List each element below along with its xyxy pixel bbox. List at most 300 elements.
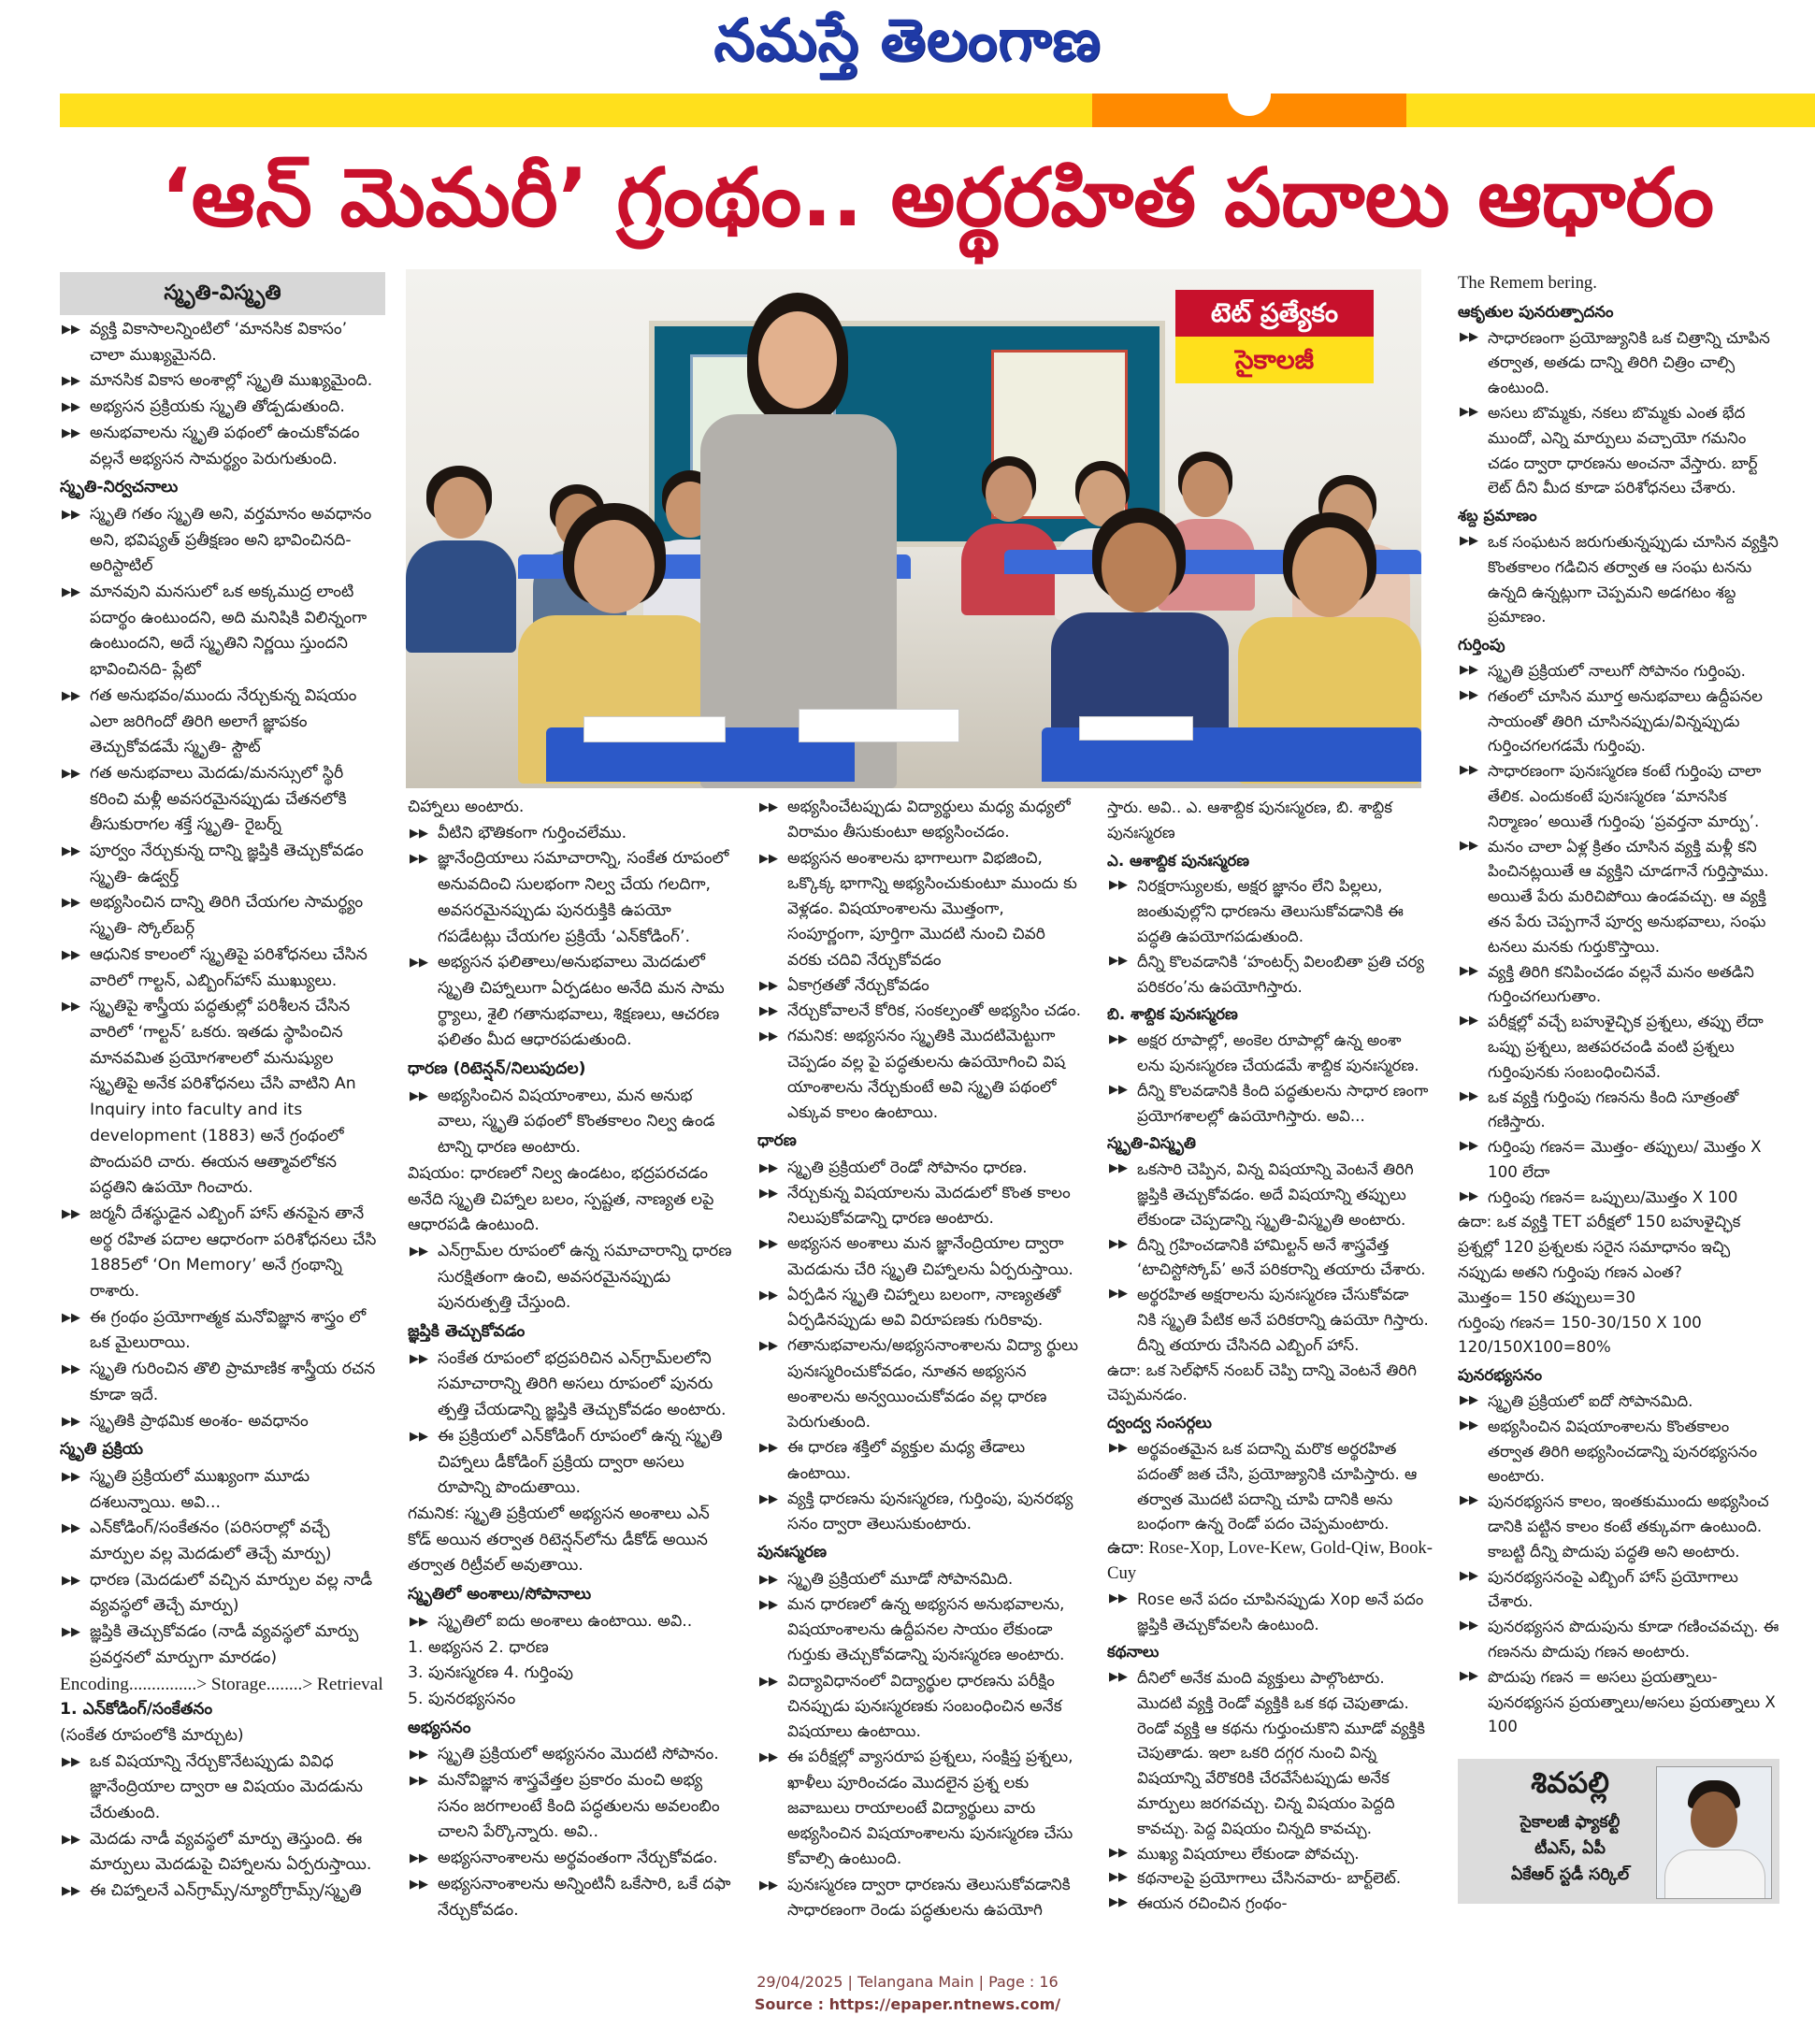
bullet-arrow-icon: ▶▶ bbox=[1109, 1161, 1128, 1176]
bullet-text: అర్థరహిత అక్షరాలను పునఃస్మరణ చేసుకోవడా నికి స్మృతి పేటిక అనే పరికరాన్ని ఉపయో గిస్తారు. దీన్ని తయారు చేసినది ఎబ్బింగ్ హాస్. bbox=[1137, 1285, 1429, 1354]
subheading: శబ్ద ప్రమాణం bbox=[1458, 506, 1537, 525]
bullet-text: గమనిక: అభ్యసనం స్మృతికి మొదటిమెట్టుగా చెప్పడం వల్ల పై పద్ధతులను ఉపయోగించి విష యాంశాలను నేర్చుకుంటే అవి స్మృతి పథంలో ఎక్కువ కాలం ఉంటాయి. bbox=[787, 1027, 1066, 1122]
bullet-text: జ్ఞప్తికి తెచ్చుకోవడం (నాడీ వ్యవస్థలో మార్పు ప్రవర్తనలో మార్పుగా మారడం) bbox=[90, 1622, 359, 1667]
bullet-text: గుర్తింపు గణన= ఒప్పులు/మొత్తం X 100 bbox=[1488, 1187, 1738, 1206]
bullet-text: పునరభ్యసన కాలం, ఇంతకుముందు అభ్యసించ డానికి పట్టిన కాలం కంటే తక్కువగా ఉంటుంది. కాబట్టి దీన్ని పొదుపు పద్ధతి అని అంటారు. bbox=[1488, 1491, 1769, 1561]
bullet-arrow-icon: ▶▶ bbox=[1109, 1670, 1128, 1685]
bullet-text: విద్యావిధానంలో విద్యార్థుల ధారణను పరీక్షిం చినప్పుడు పునఃస్మరణకు సంబంధించిన అనేక విషయాలు ఉంటాయి. bbox=[787, 1671, 1062, 1741]
bullet-paragraph bbox=[1458, 1085, 1779, 1135]
bullet-text: అభ్యసన అంశాలు మన జ్ఞానేంద్రియాల ద్వారా మెదడును చేరి స్మృతి చిహ్నాలను ఏర్పరుస్తాయి. bbox=[787, 1234, 1073, 1279]
subheading: పునరభ్యసనం bbox=[1458, 1365, 1543, 1385]
bullet-paragraph bbox=[757, 1873, 1083, 1924]
bullet-text: దీన్ని కొలవడానికి కింది పద్ధతులను సాధార ణంగా ప్రయోగశాలల్లో ఉపయోగిస్తారు. అవి... bbox=[1137, 1080, 1429, 1125]
bullet-paragraph bbox=[60, 1878, 385, 1905]
bullet-paragraph bbox=[1107, 1028, 1433, 1078]
text-paragraph: (సంకేత రూపంలోకి మార్చుట) bbox=[60, 1725, 244, 1745]
tag-psychology: సైకాలజీ bbox=[1175, 337, 1374, 383]
bullet-arrow-icon: ▶▶ bbox=[410, 956, 428, 971]
text-paragraph: 3. పునఃస్మరణ 4. గుర్తింపు bbox=[408, 1663, 573, 1683]
bullet-text: సంకేత రూపంలో భద్రపరిచిన ఎన్‌గ్రామ్‌లలోని సమాచారాన్ని తిరిగి అసలు రూపంలో పునరు త్పత్తి చేయడాన్ని జ్ఞప్తికి తెచ్చుకోవడం అంటారు. bbox=[438, 1348, 727, 1420]
bullet-paragraph bbox=[757, 1745, 1083, 1872]
text-paragraph: 1. అభ్యసన 2. ధారణ bbox=[408, 1637, 549, 1657]
bullet-arrow-icon: ▶▶ bbox=[759, 1186, 778, 1201]
bullet-arrow-icon: ▶▶ bbox=[62, 1625, 80, 1640]
bullet-arrow-icon: ▶▶ bbox=[62, 1000, 80, 1015]
bullet-paragraph bbox=[757, 1231, 1083, 1283]
bullet-text: ఒక సంఘటన జరుగుతున్నప్పుడు చూసిన వ్యక్తిని కొంతకాలం గడిచిన తర్వాత ఆ సంఘ టనను ఉన్నది ఉన్నట్లుగా చెప్పమని అడగటం శబ్ద ప్రమాణం. bbox=[1488, 531, 1779, 626]
bullet-text: దీనిలో అనేక మంది వ్యక్తులు పాల్గొంటారు. మొదటి వ్యక్తి రెండో వ్యక్తికి ఒక కథ చెపుతాడు. రెండో వ్యక్తి ఆ కథను గుర్తుంచుకొని మూడో వ్యక్తికి చెపుతాడు. ఇలా ఒకరి దగ్గర నుంచి విన్న విషయాన్ని వేరొకరికి చేరవేసేటప్పుడు అనేక మార్పులు జరగవచ్చు. చిన్న విషయం పెద్దది కావచ్చు. పెద్ద విషయం చిన్నది కావచ్చు. bbox=[1137, 1668, 1425, 1837]
bullet-text: స్మృతిలో ఐదు అంశాలు ఉంటాయి. అవి.. bbox=[438, 1611, 693, 1631]
bullet-text: మానవుని మనసులో ఒక అక్కముద్ర లాంటి పదార్థం ఉంటుందని, అది మనిషికి విలిన్నంగా ఉంటుందని, అదే స్మృతిని నిర్ణయి స్తుందని భావించినది- ప్లేటో bbox=[90, 583, 367, 680]
bullet-text: వీటిని భౌతికంగా గుర్తించలేము. bbox=[438, 823, 627, 842]
subheading: గుర్తింపు bbox=[1458, 635, 1505, 655]
bullet-paragraph bbox=[1107, 949, 1433, 1000]
bullet-arrow-icon: ▶▶ bbox=[759, 1441, 778, 1456]
bullet-arrow-icon: ▶▶ bbox=[1109, 953, 1128, 968]
bullet-arrow-icon: ▶▶ bbox=[62, 374, 80, 389]
subheading: ధారణ bbox=[757, 1131, 797, 1151]
bullet-paragraph bbox=[408, 1742, 733, 1768]
bullet-paragraph bbox=[60, 317, 385, 368]
bullet-arrow-icon: ▶▶ bbox=[759, 1160, 778, 1175]
bullet-text: మానసిక వికాస అంశాల్లో స్మృతి ముఖ్యమైంది. bbox=[90, 371, 373, 391]
bullet-text: అక్షర రూపాల్లో, అంకెల రూపాల్లో ఉన్న అంశా లను పునఃస్మరణ చేయడమే శాబ్దిక పునఃస్మరణ. bbox=[1137, 1030, 1419, 1074]
bullet-text: ఒక వ్యక్తి గుర్తింపు గణనను కింది సూత్రంతో గణిస్తారు. bbox=[1488, 1087, 1739, 1131]
author-photo bbox=[1656, 1766, 1772, 1899]
author-role-line: ఏకేఆర్ స్టడీ సర్కిల్ bbox=[1510, 1865, 1630, 1884]
bullet-paragraph bbox=[60, 395, 385, 421]
subheading: బి. శాబ్దిక పునఃస్మరణ bbox=[1107, 1004, 1238, 1024]
bullet-paragraph bbox=[1458, 834, 1779, 959]
bullet-text: స్మృతికి ప్రాథమిక అంశం- అవధానం bbox=[90, 1411, 309, 1431]
bullet-text: ఈ ప్రక్రియలో ఎన్‌కోడింగ్ రూపంలో ఉన్న స్మృతి చిహ్నాలు డీకోడింగ్ ప్రక్రియ ద్వారా అసలు రూపాన్ని పొందుతాయి. bbox=[438, 1426, 723, 1498]
bullet-arrow-icon: ▶▶ bbox=[759, 1237, 778, 1252]
bullet-paragraph bbox=[408, 1346, 733, 1424]
bullet-arrow-icon: ▶▶ bbox=[1460, 533, 1478, 548]
bullet-arrow-icon: ▶▶ bbox=[62, 323, 80, 337]
bullet-paragraph bbox=[757, 1592, 1083, 1669]
bullet-text: వ్యక్తి తిరిగి కనిపించడం వల్లనే మనం అతడిని గుర్తించగలుగుతాం. bbox=[1488, 961, 1754, 1006]
bullet-paragraph bbox=[60, 994, 385, 1202]
bullet-paragraph bbox=[1458, 758, 1779, 833]
bullet-arrow-icon: ▶▶ bbox=[62, 1206, 80, 1221]
bullet-arrow-icon: ▶▶ bbox=[759, 1674, 778, 1689]
bullet-text: అభ్యసనాంశాలను అన్నింటినీ ఒకేసారి, ఒకే దఫా నేర్చుకోవడం. bbox=[438, 1874, 731, 1920]
bullet-arrow-icon: ▶▶ bbox=[410, 1088, 428, 1103]
bullet-text: గతంలో చూసిన మూర్త అనుభవాలు ఉద్దీపనల సాయంతో తిరిగి చూసినప్పుడు/విన్నప్పుడు గుర్తించగలగడమే గుర్తింపు. bbox=[1488, 685, 1763, 756]
bullet-arrow-icon: ▶▶ bbox=[1109, 1845, 1128, 1860]
bullet-arrow-icon: ▶▶ bbox=[759, 1572, 778, 1587]
bullet-paragraph bbox=[1458, 400, 1779, 500]
text-paragraph: గమనిక: స్మృతి ప్రక్రియలో అభ్యసన అంశాలు ఎన్ కోడ్ అయిన తర్వాత రిటెన్షన్‌లోను డీకోడ్ అయిన తర్వాత రిట్రీవల్ అవుతాయి. bbox=[408, 1504, 710, 1576]
bullet-paragraph bbox=[1458, 1414, 1779, 1489]
bullet-text: అభ్యసించిన విషయాంశాలు, మన అనుభ వాలు, స్మృతి పథంలో కొంతకాలం నిల్వ ఉండ టాన్ని ధారణ అంటారు. bbox=[438, 1086, 715, 1158]
bullet-paragraph bbox=[60, 1619, 385, 1671]
bullet-text: స్మృతి ప్రక్రియలో నాలుగో సోపానం గుర్తింపు. bbox=[1488, 660, 1746, 680]
bullet-arrow-icon: ▶▶ bbox=[62, 766, 80, 781]
bullet-arrow-icon: ▶▶ bbox=[1109, 1082, 1128, 1097]
footer-date-line: 29/04/2025 | Telangana Main | Page : 16 bbox=[756, 1973, 1059, 1991]
bullet-text: ఒక విషయాన్ని నేర్చుకొనేటప్పుడు వివిధ జ్ఞానేంద్రియాల ద్వారా ఆ విషయం మెదడును చేరుతుంది. bbox=[90, 1751, 363, 1823]
bullet-text: మెదడు నాడీ వ్యవస్థలో మార్పు తెస్తుంది. ఈ మార్పులు మెదడుపై చిహ్నాలను ఏర్పరుస్తాయి. bbox=[90, 1829, 372, 1875]
bullet-arrow-icon: ▶▶ bbox=[410, 1351, 428, 1366]
bullet-text: అభ్యసించిన విషయాంశాలను కొంతకాలం తర్వాత తిరిగి అభ్యసించడాన్ని పునరభ్యసనం అంటారు. bbox=[1488, 1416, 1758, 1486]
subheading: అభ్యసనం bbox=[408, 1718, 471, 1737]
bullet-paragraph bbox=[408, 1084, 733, 1161]
special-tag bbox=[1175, 290, 1374, 383]
english-text: The Remem bering. bbox=[1458, 273, 1597, 293]
column-3 bbox=[757, 795, 1083, 1923]
bullet-text: అసలు బొమ్మకు, నకలు బొమ్మకు ఎంత భేద ముందో, ఎన్ని మార్పులు వచ్చాయో గమనిం చడం ద్వారా ధారణను అంచనా వేస్తారు. బార్ట్ లెట్ దీని మీద కూడా పరిశోధనలు చేశారు. bbox=[1488, 402, 1758, 497]
bullet-arrow-icon: ▶▶ bbox=[759, 851, 778, 866]
bullet-text: అనుభవాలను స్మృతి పథంలో ఉంచుకోవడం వల్లనే అభ్యసన సామర్థ్యం పెరుగుతుంది. bbox=[90, 423, 360, 468]
column-4 bbox=[1107, 795, 1433, 1916]
bullet-paragraph bbox=[408, 1768, 733, 1846]
bullet-text: ఈ పరీక్షల్లో వ్యాసరూప ప్రశ్నలు, సంక్షిప్త ప్రశ్నలు, ఖాళీలు పూరించడం మొదలైన ప్రశ్న లకు జవాబులు రాయాలంటే విద్యార్థులు వారు అభ్యసించిన విషయాంశాలను పునఃస్మరణ చేసు కోవాల్సి ఉంటుంది. bbox=[787, 1748, 1073, 1869]
bullet-arrow-icon: ▶▶ bbox=[1460, 1418, 1478, 1432]
bullet-text: కథనాలపై ప్రయోగాలు చేసినవారు- బార్ట్‌లెట్. bbox=[1137, 1868, 1402, 1888]
numbered-heading: 1. ఎన్‌కోడింగ్/సంకేతనం bbox=[60, 1700, 213, 1720]
bullet-arrow-icon: ▶▶ bbox=[1460, 763, 1478, 778]
bullet-text: స్మృతి ప్రక్రియలో ఐదో సోపానమిది. bbox=[1488, 1391, 1693, 1411]
bullet-arrow-icon: ▶▶ bbox=[1109, 1440, 1128, 1455]
bullet-text: అభ్యసించేటప్పుడు విద్యార్థులు మధ్య మధ్యలో విరామం తీసుకుంటూ అభ్యసించడం. bbox=[787, 798, 1071, 842]
bullet-arrow-icon: ▶▶ bbox=[62, 507, 80, 522]
bullet-arrow-icon: ▶▶ bbox=[759, 1750, 778, 1765]
bullet-text: స్మృతి ప్రక్రియలో ముఖ్యంగా మూడు దశలున్నాయి. అవి... bbox=[90, 1466, 310, 1512]
bullet-text: జర్మనీ దేశస్థుడైన ఎబ్బింగ్ హాస్ తనపైన తానే అర్థ రహిత పదాల ఆధారంగా పరిశోధనలు చేసి 1885లో ‘On Memory’ అనే గ్రంథాన్ని రాశారు. bbox=[90, 1203, 377, 1302]
bullet-arrow-icon: ▶▶ bbox=[410, 1429, 428, 1444]
bullet-text: దీన్ని కొలవడానికి ‘హంటర్స్ విలంబితా ప్రతి చర్య పరికరం’ను ఉపయోగిస్తారు. bbox=[1137, 951, 1425, 996]
bullet-arrow-icon: ▶▶ bbox=[759, 1029, 778, 1044]
bullet-arrow-icon: ▶▶ bbox=[1460, 1188, 1478, 1203]
bullet-paragraph bbox=[757, 795, 1083, 846]
bullet-text: ఆధునిక కాలంలో స్మృతిపై పరిశోధనలు చేసిన వారిలో గాల్టన్, ఎబ్బింగ్‌హాస్ ముఖ్యులు. bbox=[90, 944, 367, 990]
bullet-paragraph bbox=[1458, 1614, 1779, 1664]
masthead bbox=[0, 0, 1815, 89]
bullet-text: స్మృతిపై శాస్త్రీయ పద్ధతుల్లో పరిశీలన చేసిన వారిలో ‘గాల్టన్’ ఒకరు. ఇతడు స్థాపించిన మానవమిత ప్రయోగశాలలో మనుష్యుల స్మృతిపై అనేక పరిశోధనలు చేసి వాటిని An Inquiry into faculty and its development (1883) అనే గ్రంథంలో పొందుపరి చారు. ఈయన ఆత్మావలోకన పద్ధతిని ఉపయో గించారు. bbox=[90, 997, 356, 1198]
text-paragraph: 120/150X100=80% bbox=[1458, 1337, 1611, 1357]
bullet-paragraph bbox=[1107, 1865, 1433, 1891]
bullet-paragraph bbox=[408, 1424, 733, 1502]
bullet-text: స్మృతి గురించిన తొలి ప్రామాణిక శాస్త్రీయ రచన కూడా ఇదే. bbox=[90, 1360, 376, 1404]
bullet-text: మన ధారణలో ఉన్న అభ్యసన అనుభవాలను, విషయాంశాలను ఉద్దీపనల సాయం లేకుండా గుర్తుకు తెచ్చుకోవడాన్ని పునఃస్మరణ అంటారు. bbox=[787, 1594, 1065, 1665]
bullet-text: పూర్వం నేర్చుకున్న దాన్ని జ్ఞప్తికి తెచ్చుకోవడం స్మృతి- ఉడ్వర్త్ bbox=[90, 842, 364, 886]
bullet-arrow-icon: ▶▶ bbox=[62, 585, 80, 600]
bullet-text: అభ్యసన అంశాలను భాగాలుగా విభజించి, ఒక్కొక్క భాగాన్ని అభ్యసించుకుంటూ ముందు కు వెళ్లడం. విషయాంశాలను మొత్తంగా, సంపూర్ణంగా, పూర్తిగా మొదటి నుంచి చివరి వరకు చదివి నేర్చుకోవడం bbox=[787, 848, 1077, 970]
bullet-text: స్మృతి ప్రక్రియలో మూడో సోపానమిది. bbox=[787, 1569, 1014, 1589]
bullet-paragraph bbox=[757, 1181, 1083, 1232]
subheading: పునఃస్మరణ bbox=[757, 1543, 827, 1562]
bullet-paragraph bbox=[1458, 1489, 1779, 1563]
bullet-arrow-icon: ▶▶ bbox=[1460, 1088, 1478, 1103]
bullet-arrow-icon: ▶▶ bbox=[62, 688, 80, 703]
notebook bbox=[799, 709, 959, 742]
bullet-paragraph bbox=[60, 839, 385, 890]
text-paragraph: మొత్తం= 150 తప్పులు=30 bbox=[1458, 1287, 1635, 1306]
bullet-paragraph bbox=[408, 1872, 733, 1923]
bullet-text: అర్థవంతమైన ఒక పదాన్ని మరొక అర్థరహిత పదంతో జత చేసి, ప్రయోజ్యునికి చూపిస్తారు. ఆ తర్వాత మొదటి పదాన్ని చూపి దానికి అను బంధంగా ఉన్న రెండో పదం చెప్పమంటారు. bbox=[1137, 1438, 1418, 1533]
bullet-text: అభ్యసనాంశాలను అర్థవంతంగా నేర్చుకోవడం. bbox=[438, 1849, 718, 1868]
subheading: స్మృతి-విస్మృతి bbox=[1107, 1133, 1196, 1153]
subheading: ధారణ (రిటెన్షన్/నిలుపుదల) bbox=[408, 1059, 586, 1079]
student-figure bbox=[958, 456, 1060, 615]
bullet-arrow-icon: ▶▶ bbox=[759, 1597, 778, 1612]
bullet-text: పొదుపు గణన = అసలు ప్రయత్నాలు- పునరభ్యసన ప్రయత్నాలు/అసలు ప్రయత్నాలు X 100 bbox=[1488, 1666, 1776, 1736]
bullet-paragraph bbox=[60, 943, 385, 994]
bullet-paragraph bbox=[60, 1568, 385, 1619]
bullet-text: పునరభ్యసనంపై ఎబ్బింగ్ హాస్ ప్రయోగాలు చేశారు. bbox=[1488, 1566, 1738, 1611]
subheading: కథనాలు bbox=[1107, 1642, 1160, 1662]
text-paragraph: 5. పునరభ్యసనం bbox=[408, 1689, 516, 1708]
bullet-arrow-icon: ▶▶ bbox=[410, 1614, 428, 1629]
bullet-paragraph bbox=[757, 1487, 1083, 1538]
bullet-paragraph bbox=[1458, 1664, 1779, 1739]
bullet-arrow-icon: ▶▶ bbox=[1460, 1568, 1478, 1583]
bullet-text: అభ్యసించిన దాన్ని తిరిగి చేయగల సామర్థ్యం స్మృతి- స్కోల్‌బర్గ్ bbox=[90, 893, 364, 939]
bullet-text: వ్యక్తి ధారణను పునఃస్మరణ, గుర్తింపు, పునరభ్య సనం ద్వారా తెలుసుకుంటారు. bbox=[787, 1489, 1073, 1533]
bullet-paragraph bbox=[1107, 873, 1433, 948]
bullet-arrow-icon: ▶▶ bbox=[1460, 1139, 1478, 1154]
bullet-paragraph bbox=[408, 1846, 733, 1872]
bullet-paragraph bbox=[60, 1516, 385, 1567]
bullet-text: దీన్ని గ్రహించడానికి హామిల్టన్ అనే శాస్త్రవేత్త ‘టాచిస్టోస్కోప్’ అనే పరికరాన్ని తయారు చేశారు. bbox=[1137, 1234, 1426, 1279]
bullet-text: గుర్తింపు గణన= మొత్తం- తప్పులు/ మొత్తం X 100 లేదా bbox=[1488, 1137, 1762, 1181]
bullet-paragraph bbox=[60, 502, 385, 580]
bullet-paragraph bbox=[60, 1409, 385, 1435]
bullet-paragraph bbox=[1107, 1232, 1433, 1283]
bullet-text: నిరక్షరాస్యులకు, అక్షర జ్ఞానం లేని పిల్లలు, జంతువుల్లోని ధారణను తెలుసుకోవడానికి ఈ పద్ధతి ఉపయోగపడుతుంది. bbox=[1137, 876, 1404, 945]
bullet-paragraph bbox=[60, 684, 385, 761]
bullet-paragraph bbox=[408, 950, 733, 1054]
bullet-paragraph bbox=[1458, 325, 1779, 400]
subheading: జ్ఞప్తికి తెచ్చుకోవడం bbox=[408, 1322, 526, 1342]
bullet-arrow-icon: ▶▶ bbox=[62, 1469, 80, 1484]
bullet-paragraph bbox=[757, 1283, 1083, 1334]
bullet-paragraph bbox=[408, 1609, 733, 1635]
bullet-paragraph bbox=[60, 1202, 385, 1305]
bullet-arrow-icon: ▶▶ bbox=[1460, 687, 1478, 702]
bullet-text: స్మృతి ప్రక్రియలో అభ్యసనం మొదటి సోపానం. bbox=[438, 1745, 719, 1764]
bullet-paragraph bbox=[757, 1156, 1083, 1181]
subheading: స్మృతి-నిర్వచనాలు bbox=[60, 478, 179, 497]
student-figure bbox=[406, 466, 518, 653]
bullet-paragraph bbox=[757, 973, 1083, 999]
bullet-arrow-icon: ▶▶ bbox=[1109, 1591, 1128, 1605]
english-text: ఉదా: Rose-Xop, Love-Kew, Gold-Qiw, Book-Cuy bbox=[1107, 1538, 1433, 1583]
bullet-paragraph bbox=[1458, 959, 1779, 1010]
bullet-paragraph bbox=[757, 1567, 1083, 1592]
bullet-arrow-icon: ▶▶ bbox=[62, 1832, 80, 1847]
bullet-paragraph bbox=[1107, 1282, 1433, 1357]
bullet-text: గత అనుభవాలు మెదడు/మనస్సులో స్థిరీ కరించి మళ్లీ అవసరమైనప్పుడు చేతనలోకి తీసుకురాగల శక్తే స్మృతి- రైబర్న్ bbox=[90, 763, 347, 835]
bullet-arrow-icon: ▶▶ bbox=[410, 826, 428, 841]
text-paragraph: చిహ్నాలు అంటారు. bbox=[408, 798, 525, 816]
bullet-arrow-icon: ▶▶ bbox=[1460, 1393, 1478, 1408]
classroom-photo bbox=[406, 269, 1421, 788]
author-role-line: సైకాలజీ ఫ్యాకల్టీ bbox=[1520, 1813, 1621, 1832]
english-text: Encoding...............> Storage........> Retrieval bbox=[60, 1674, 383, 1694]
bullet-text: నేర్చుకున్న విషయాలను మెదడులో కొంత కాలం నిలుపుకోవడాన్ని ధారణ అంటారు. bbox=[787, 1183, 1071, 1228]
bullet-arrow-icon: ▶▶ bbox=[62, 1884, 80, 1899]
bullet-arrow-icon: ▶▶ bbox=[1460, 963, 1478, 978]
bullet-arrow-icon: ▶▶ bbox=[1460, 329, 1478, 344]
column-1 bbox=[60, 272, 385, 1905]
banner-logo-shape bbox=[1228, 94, 1271, 116]
bullet-paragraph bbox=[60, 1305, 385, 1357]
bullet-text: జ్ఞానేంద్రియాలు సమాచారాన్ని, సంకేత రూపంలో అనువదించి సులభంగా నిల్వ చేయ గలదిగా, అవసరమైనప్పుడు పునరుక్తికి ఉపయో గపడేటట్లు చేయగల ప్రక్రియే ‘ఎన్‌కోడింగ్’. bbox=[438, 849, 729, 946]
bullet-paragraph bbox=[1107, 1157, 1433, 1231]
bullet-arrow-icon: ▶▶ bbox=[410, 1748, 428, 1763]
bullet-paragraph bbox=[1458, 1389, 1779, 1414]
footer-source-line: Source : https://epaper.ntnews.com/ bbox=[754, 1995, 1061, 2013]
author-box bbox=[1458, 1759, 1779, 1904]
bullet-paragraph bbox=[757, 1435, 1083, 1487]
bullet-arrow-icon: ▶▶ bbox=[62, 1521, 80, 1536]
bullet-arrow-icon: ▶▶ bbox=[62, 425, 80, 440]
bullet-text: ధారణ (మెదడులో వచ్చిన మార్పుల వల్ల నాడీ వ్యవస్థలో తెచ్చే మార్పు) bbox=[90, 1570, 373, 1616]
bullet-arrow-icon: ▶▶ bbox=[410, 1851, 428, 1866]
bullet-arrow-icon: ▶▶ bbox=[1109, 1236, 1128, 1251]
bullet-text: ఈ చిహ్నాలనే ఎన్‌గ్రామ్స్/న్యూరోగ్రామ్స్/స్మృతి bbox=[90, 1881, 362, 1901]
bullet-arrow-icon: ▶▶ bbox=[759, 1878, 778, 1893]
bullet-text: స్మృతి ప్రక్రియలో రెండో సోపానం ధారణ. bbox=[787, 1158, 1028, 1177]
headline: ‘ఆన్ మెమరీ’ గ్రంథం.. అర్థరహిత పదాలు ఆధారం bbox=[161, 151, 1714, 245]
bullet-paragraph bbox=[1458, 1009, 1779, 1084]
bullet-text: నేర్చుకోవాలనే కోరిక, సంకల్పంతో అభ్యసిం చడం. bbox=[787, 1001, 1082, 1020]
bullet-arrow-icon: ▶▶ bbox=[62, 947, 80, 962]
bullet-paragraph bbox=[60, 580, 385, 684]
bullet-arrow-icon: ▶▶ bbox=[1460, 1668, 1478, 1683]
bullet-text: ఎన్‌కోడింగ్/సంకేతనం (పరిసరాల్లో వచ్చే మార్పుల వల్ల మెదడులో తెచ్చే మార్పు) bbox=[90, 1519, 332, 1564]
banner-orange-block bbox=[1092, 94, 1406, 127]
bullet-paragraph bbox=[1107, 1436, 1433, 1536]
bullet-paragraph bbox=[1458, 529, 1779, 629]
bullet-text: ఈయన రచించిన గ్రంథం- bbox=[1137, 1893, 1288, 1913]
bullet-text: స్మృతి గతం స్మృతి అని, వర్తమానం అవధానం అని, భవిష్యత్ ప్రతీక్షణం అని భావించినది- అరిస్టాటిల్ bbox=[90, 504, 372, 576]
bullet-text: గతానుభవాలను/అభ్యసనాంశాలను విద్యా ర్థులు పునఃస్మరించుకోవడం, నూతన అభ్యసన అంశాలను అన్వయించుకోవడం వల్ల ధారణ పెరుగుతుంది. bbox=[787, 1336, 1079, 1432]
bullet-arrow-icon: ▶▶ bbox=[62, 1362, 80, 1377]
bullet-arrow-icon: ▶▶ bbox=[1460, 1493, 1478, 1508]
bullet-arrow-icon: ▶▶ bbox=[1460, 662, 1478, 677]
bullet-text: ముఖ్య విషయాలు లేకుండా పోవచ్చు. bbox=[1137, 1843, 1360, 1863]
bullet-text: పునరభ్యసన పొదుపును కూడా గణించవచ్చు. ఈ గణనను పొదుపు గణన అంటారు. bbox=[1488, 1617, 1779, 1662]
text-paragraph: విషయం: ధారణలో నిల్వ ఉండటం, భద్రపరచడం అనేది స్మృతి చిహ్నాల బలం, స్పష్టత, నాణ్యత లపై ఆధారపడి ఉంటుంది. bbox=[408, 1163, 714, 1235]
author-role bbox=[1476, 1809, 1664, 1888]
author-name: శివపల్లి bbox=[1531, 1766, 1609, 1800]
bullet-text: గత అనుభవం/ముందు నేర్చుకున్న విషయం ఎలా జరిగిందో తిరిగి అలాగే జ్ఞాపకం తెచ్చుకోవడమే స్మృతి- స్టౌట్ bbox=[90, 685, 357, 757]
text-paragraph: స్తారు. అవి.. ఎ. ఆశాబ్దిక పునఃస్మరణ, బి. శాబ్దిక పునఃస్మరణ bbox=[1107, 798, 1393, 842]
bullet-paragraph bbox=[1458, 1185, 1779, 1210]
bullet-paragraph bbox=[60, 1749, 385, 1827]
bullet-arrow-icon: ▶▶ bbox=[1460, 838, 1478, 853]
author-role-line: టీఎస్, ఏపీ bbox=[1534, 1839, 1606, 1858]
bullet-arrow-icon: ▶▶ bbox=[1109, 1287, 1128, 1302]
banner-bar bbox=[60, 94, 1815, 127]
bullet-paragraph bbox=[757, 1669, 1083, 1746]
bullet-paragraph bbox=[60, 761, 385, 839]
bullet-arrow-icon: ▶▶ bbox=[62, 896, 80, 911]
bullet-paragraph bbox=[1458, 1134, 1779, 1185]
bullet-paragraph bbox=[60, 1827, 385, 1878]
bullet-paragraph bbox=[60, 421, 385, 472]
bullet-arrow-icon: ▶▶ bbox=[759, 1004, 778, 1018]
bullet-arrow-icon: ▶▶ bbox=[1460, 1014, 1478, 1029]
bullet-arrow-icon: ▶▶ bbox=[759, 1491, 778, 1506]
bullet-paragraph bbox=[408, 846, 733, 950]
bullet-arrow-icon: ▶▶ bbox=[410, 852, 428, 867]
bullet-paragraph bbox=[60, 368, 385, 395]
bullet-arrow-icon: ▶▶ bbox=[410, 1244, 428, 1259]
bullet-arrow-icon: ▶▶ bbox=[1109, 1870, 1128, 1885]
bullet-paragraph bbox=[1107, 1841, 1433, 1866]
bullet-arrow-icon: ▶▶ bbox=[62, 1414, 80, 1429]
notebook bbox=[1079, 716, 1193, 741]
bullet-paragraph bbox=[408, 821, 733, 847]
bullet-arrow-icon: ▶▶ bbox=[62, 1310, 80, 1325]
subheading: ద్వంద్వ సంసర్గలు bbox=[1107, 1413, 1212, 1432]
bullet-paragraph bbox=[60, 1464, 385, 1516]
bullet-paragraph bbox=[1107, 1891, 1433, 1916]
bullet-text: అభ్యసన ప్రక్రియకు స్మృతి తోడ్పడుతుంది. bbox=[90, 397, 345, 417]
section-box-title: స్మృతి-విస్మృతి bbox=[60, 272, 385, 315]
text-paragraph: ఉదా: ఒక వ్యక్తి TET పరీక్షలో 150 బహుళైచ్ఛిక ప్రశ్నల్లో 120 ప్రశ్నలకు సరైన సమాధానం ఇచ్చి నప్పుడు అతని గుర్తింపు గణన ఎంత? bbox=[1458, 1212, 1741, 1282]
column-5 bbox=[1458, 271, 1779, 1739]
subheading: ఆకృతుల పునరుత్పాదనం bbox=[1458, 301, 1614, 321]
bullet-text: పునఃస్మరణ ద్వారా ధారణను తెలుసుకోవడానికి సాధారణంగా రెండు పద్ధతులను ఉపయోగి bbox=[787, 1875, 1071, 1920]
bullet-paragraph bbox=[60, 890, 385, 942]
masthead-title: నమస్తే తెలంగాణ bbox=[713, 6, 1102, 74]
bullet-text: ఒకసారి చెప్పిన, విన్న విషయాన్ని వెంటనే తిరిగి జ్ఞప్తికి తెచ్చుకోవడం. అదే విషయాన్ని తప్పులు లేకుండా చెప్పడాన్ని స్మృతి-విస్మృతి అంటారు. bbox=[1137, 1159, 1414, 1229]
bullet-arrow-icon: ▶▶ bbox=[759, 1339, 778, 1354]
bullet-arrow-icon: ▶▶ bbox=[759, 800, 778, 814]
bullet-text: సాధారణంగా పునఃస్మరణ కంటే గుర్తింపు చాలా తేలిక. ఎందుకంటే పునఃస్మరణ ‘మానసిక నిర్మాణం’ అయితే గుర్తింపు ‘ప్రవర్తనా మార్పు’. bbox=[1488, 761, 1762, 830]
subheading: స్మృతిలో అంశాలు/సోపానాలు bbox=[408, 1585, 592, 1605]
bullet-arrow-icon: ▶▶ bbox=[410, 1877, 428, 1892]
bullet-text: సాధారణంగా ప్రయోజ్యునికి ఒక చిత్రాన్ని చూపిన తర్వాత, అతడు దాన్ని తిరిగి చిత్రిం చాల్సి ఉంటుంది. bbox=[1488, 327, 1770, 397]
bullet-arrow-icon: ▶▶ bbox=[1460, 1619, 1478, 1634]
bullet-arrow-icon: ▶▶ bbox=[410, 1774, 428, 1789]
bullet-arrow-icon: ▶▶ bbox=[62, 1573, 80, 1588]
bullet-text: ఏర్పడిన స్మృతి చిహ్నాలు బలంగా, నాణ్యతతో ఏర్పడినప్పుడు అవి విరూపణకు గురికావు. bbox=[787, 1285, 1061, 1330]
bullet-paragraph bbox=[60, 1357, 385, 1408]
bullet-text: ఏకాగ్రతతో నేర్చుకోవడం bbox=[787, 975, 929, 995]
bullet-paragraph bbox=[1458, 684, 1779, 758]
bullet-paragraph bbox=[408, 1239, 733, 1317]
bullet-text: ఎన్‌గ్రామ్‌ల రూపంలో ఉన్న సమాచారాన్ని ధారణ సురక్షితంగా ఉంచి, అవసరమైనప్పుడు పునరుత్పత్తి చేస్తుంది. bbox=[438, 1241, 732, 1313]
bullet-text: ఈ ధారణ శక్తిలో వ్యక్తుల మధ్య తేడాలు ఉంటాయి. bbox=[787, 1438, 1026, 1483]
notebook bbox=[583, 716, 726, 742]
bullet-paragraph bbox=[1458, 658, 1779, 684]
subheading: స్మృతి ప్రక్రియ bbox=[60, 1440, 143, 1460]
bullet-text: మనోవిజ్ఞాన శాస్త్రవేత్తల ప్రకారం మంచి అభ్య సనం జరగాలంటే కింది పద్ధతులను అవలంబిం చాలని పేర్కొన్నారు. అవి.. bbox=[438, 1771, 720, 1842]
bullet-paragraph bbox=[757, 999, 1083, 1024]
bullet-paragraph bbox=[1107, 1078, 1433, 1129]
bullet-arrow-icon: ▶▶ bbox=[759, 1288, 778, 1303]
footer bbox=[0, 1971, 1815, 2016]
bullet-arrow-icon: ▶▶ bbox=[62, 844, 80, 859]
bullet-paragraph bbox=[757, 1333, 1083, 1435]
column-2 bbox=[408, 795, 733, 1923]
bullet-arrow-icon: ▶▶ bbox=[1109, 1895, 1128, 1910]
bullet-arrow-icon: ▶▶ bbox=[62, 400, 80, 415]
bullet-text: పరీక్షల్లో వచ్చే బహుళైచ్ఛిక ప్రశ్నలు, తప్పు లేదా ఒప్పు ప్రశ్నలు, జతపరచండి వంటి ప్రశ్నలు గుర్తింపునకు సంబంధించినవే. bbox=[1488, 1012, 1764, 1081]
bullet-paragraph bbox=[1107, 1665, 1433, 1841]
tag-tet-special: టెట్ ప్రత్యేకం bbox=[1175, 290, 1374, 337]
bullet-arrow-icon: ▶▶ bbox=[1109, 1032, 1128, 1047]
bullet-paragraph bbox=[757, 1024, 1083, 1126]
bullet-text: వ్యక్తి వికాసాలన్నింటిలో ‘మానసిక వికాసం’ చాలా ముఖ్యమైనది. bbox=[90, 320, 348, 365]
